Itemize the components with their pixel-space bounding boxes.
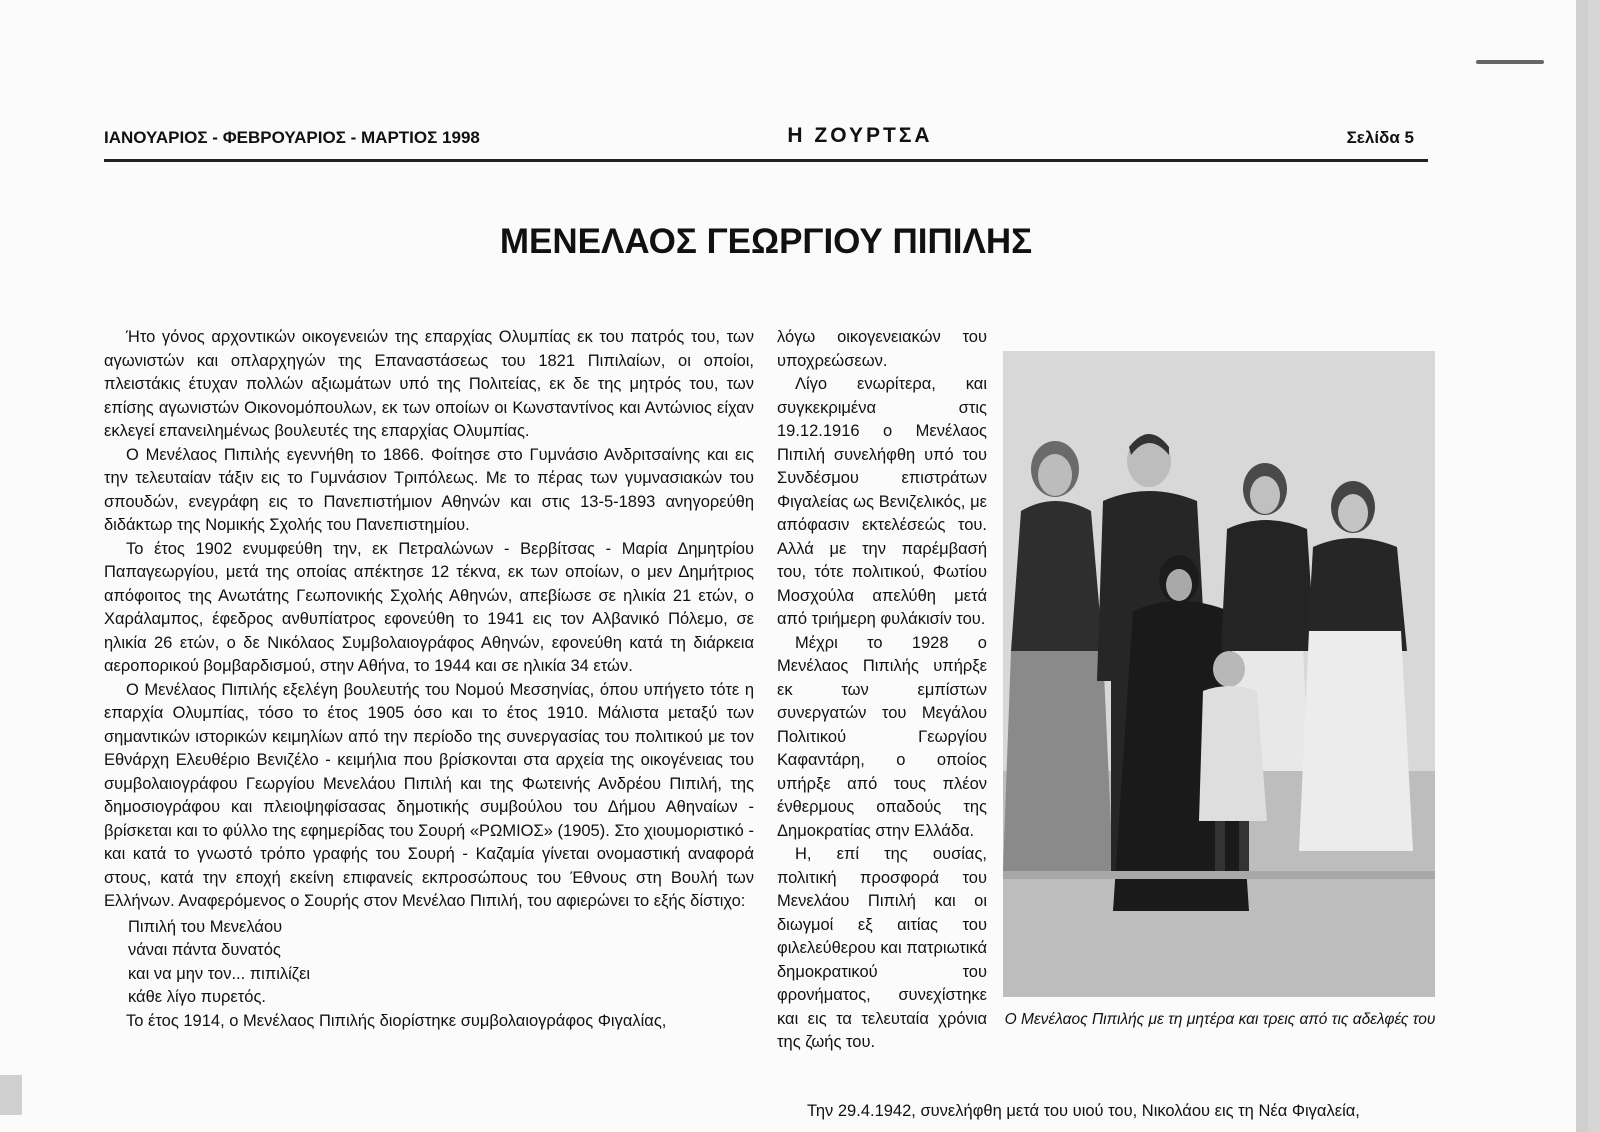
verse-line: κάθε λίγο πυρετός. <box>128 988 267 1006</box>
verse-line: και να μην τον... πιπιλίζει <box>128 964 311 983</box>
staple-mark <box>1476 60 1544 64</box>
page-edge <box>1576 0 1588 1132</box>
paragraph: λόγω οικογενειακών του υποχρεώσεων. <box>777 328 987 370</box>
paragraph: Το έτος 1914, ο Μενέλαος Πιπιλής διορίστηκε συμβολαιογράφος Φιγαλίας, <box>126 1011 667 1030</box>
issue-date: ΙΑΝΟΥΑΡΙΟΣ - ΦΕΒΡΟΥΑΡΙΟΣ - ΜΑΡΤΙΟΣ 1998 <box>104 128 480 147</box>
paragraph: Η, επί της ουσίας, πολιτική προσφορά του Μενελάου Πιπιλή και οι διωγμοί εξ αιτίας του φιλελεύθερου και πατριωτικά δημοκρατικού του φρονήματος, συνεχίστηκε και εις τα τελευταία χρόνια της ζωής του. <box>777 845 987 1051</box>
scan-edge-mark <box>0 1075 22 1115</box>
family-photo <box>1003 351 1435 997</box>
family-photo-image <box>1003 351 1435 997</box>
article-column-1 <box>104 326 754 1033</box>
verse-couplet <box>128 916 754 1010</box>
paragraph: Ο Μενέλαος Πιπιλής εξελέγη βουλευτής του Νομού Μεσσηνίας, όπου υπήγετο τότε η επαρχία Ολυμπίας, τόσο το έτος 1905 όσο και το έτος 1910. Μάλιστα μεταξύ των σημαντικών ιστορικών κειμηλίων από την περίοδο της συνεργασίας του πολιτικού με τον Εθνάρχη Ελευθέριο Βενιζέλο - κειμήλια που βρίσκονται στα αρχεία της οικογένειας του συμβολαιογράφου Γεωργίου Μενελάου Πιπιλή και της Φωτεινής Ανδρέου Πιπιλή, της δημοσιογράφου και πλειοψηφίσασας δημοτικής συμβούλου του Δήμου Αθηναίων - βρίσκεται και το φύλλο της εφημερίδας του Σουρή «ΡΩΜΙΟΣ» (1905). Στο χιουμοριστικό - και κατά το γνωστό τρόπο γραφής του Σουρή - Καζαμία γίνεται ονομαστική αναφορά στους, κατά την εποχή εκείνη επιφανείς εκπροσώπους του Έθνους στη Βουλή των Ελλήνων. Αναφερόμενος ο Σουρής στον Μενέλαο Πιπιλή, του αφιερώνει το εξής δίστιχο: <box>104 680 754 910</box>
header-rule <box>104 159 1428 162</box>
article-title: ΜΕΝΕΛΑΟΣ ΓΕΩΡΓΙΟΥ ΠΙΠΙΛΗΣ <box>499 222 1033 261</box>
newspaper-name: Η ΖΟΥΡΤΣΑ <box>787 124 933 147</box>
paragraph: Μέχρι το 1928 ο Μενέλαος Πιπιλής υπήρξε εκ των εμπίστων συνεργατών του Μεγάλου Πολιτικού Γεωργίου Καφαντάρη, ο οποίος υπήρξε από τους πλέον ένθερμους οπαδούς της Δημοκρατίας στην Ελλάδα. <box>777 633 987 840</box>
photo-caption: Ο Μενέλαος Πιπιλής με τη μητέρα και τρεις από τις αδελφές του <box>1004 1011 1436 1028</box>
paragraph: Το έτος 1902 ενυμφεύθη την, εκ Πετραλώνων - Βερβίτσας - Μαρία Δημητρίου Παπαγεωργίου, μετά της οποίας απέκτησε 12 τέκνα, εκ των οποίων, ο μεν Δημήτριος απόφοιτος της Ανωτάτης Γεωπονικής Σχολής Αθηνών, απεβίωσε σε ηλικία 21 ετών, ο Χαράλαμπος, έφεδρος ανθυπίατρος εφονεύθη το 1941 εις τον Αλβανικό Πόλεμο, σε ηλικία 26 ετών, ο δε Νικόλαος Συμβολαιογράφος Αθηνών, εφονεύθη κατά τη διάρκεια αεροπορικού βομβαρδισμού, στην Αθήνα, το 1944 και σε ηλικία 34 ετών. <box>104 539 754 675</box>
paragraph: Λίγο ενωρίτερα, και συγκεκριμένα στις 19.12.1916 ο Μενέλαος Πιπιλή συνελήφθη υπό του Συνδέσμου επιστράτων Φιγαλείας ως Βενιζελικός, με απόφασιν εκτελέσεώς του. Αλλά με την παρέμβασή του, τότε πολιτικού, Φωτίου Μοσχούλα απελύθη μετά από τριήμερη φυλάκισίν του. <box>777 375 987 628</box>
verse-line: νάναι πάντα δυνατός <box>128 941 281 959</box>
article-column-2 <box>777 326 987 1055</box>
paragraph: Ο Μενέλαος Πιπιλής εγεννήθη το 1866. Φοίτησε στο Γυμνάσιο Ανδριτσαίνης και εις την τελευταίαν τάξιν εις το Γυμνάσιον Τριπόλεως. Με το πέρας των γυμνασιακών του σπουδών, ενεγράφη εις το Πανεπιστήμιον Αθηνών και στις 13-5-1893 ανηγορεύθη διδάκτωρ της Νομικής Σχολής του Πανεπιστημίου. <box>104 445 754 534</box>
verse-line: Πιπιλή του Μενελάου <box>128 917 283 936</box>
page-number: Σελίδα 5 <box>1346 128 1414 147</box>
continuation-line: Την 29.4.1942, συνελήφθη μετά του υιού του, Νικολάου εις τη Νέα Φιγαλεία, <box>807 1102 1360 1120</box>
paragraph: Ήτο γόνος αρχοντικών οικογενειών της επαρχίας Ολυμπίας εκ του πατρός του, των αγωνιστών και οπλαρχηγών της Επαναστάσεως του 1821 Πιπιλαίων, οι οποίοι, πλειστάκις έτυχαν πολλών αξιωμάτων υπό της Πολιτείας, εκ δε της μητρός του, των επίσης αγωνιστών Οικονομόπουλων, εκ των οποίων οι Κωνσταντίνος και Αντώνιος είχαν εκλεγεί επανειλημένως βουλευτές της επαρχίας Ολυμπίας. <box>104 328 754 440</box>
